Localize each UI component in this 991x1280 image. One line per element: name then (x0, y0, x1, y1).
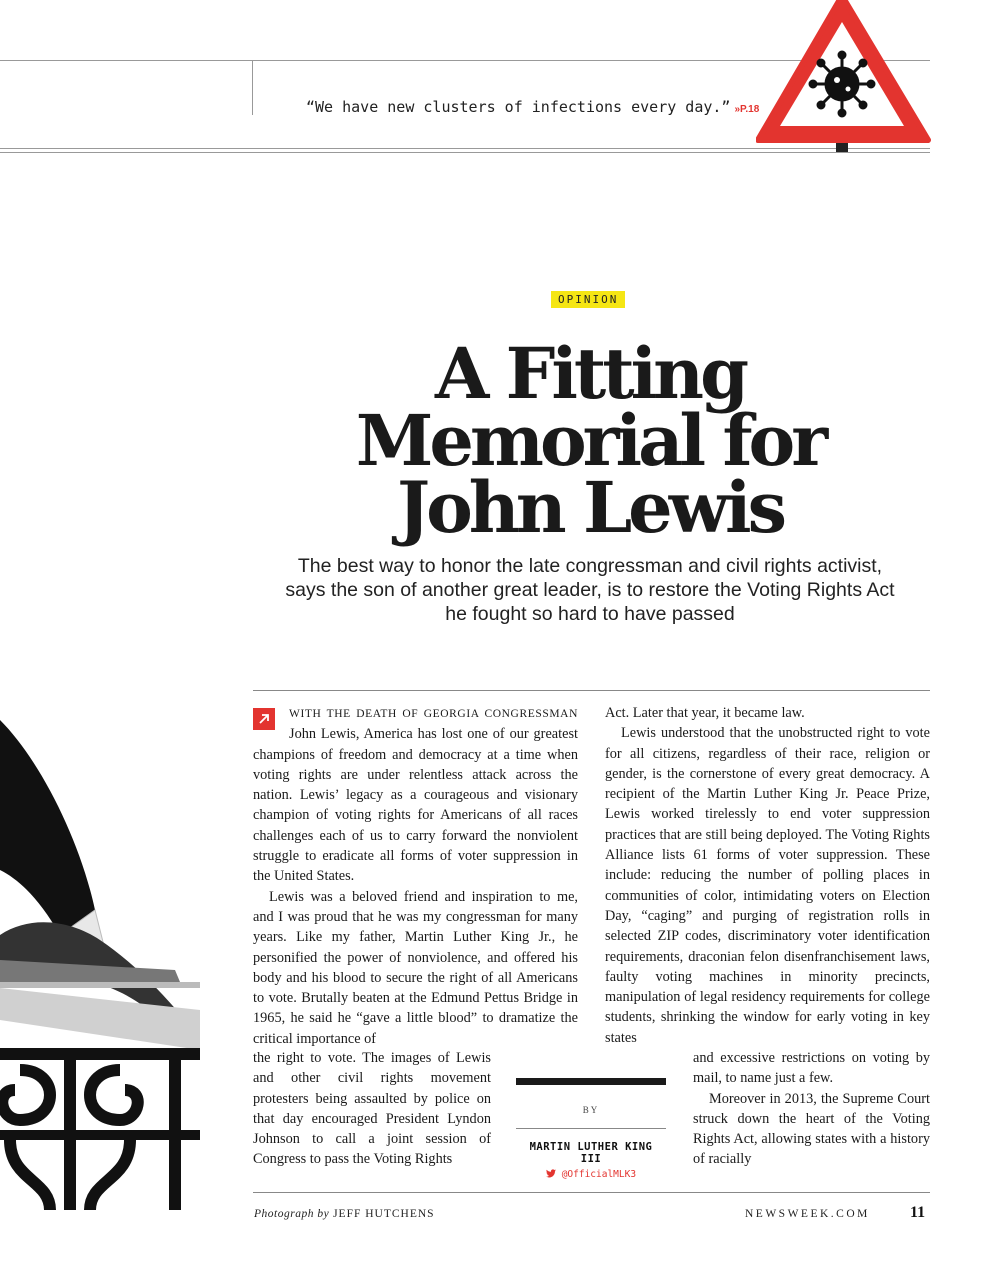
lead-in-caps: WITH THE DEATH OF GEORGIA CONGRESSMAN (289, 708, 578, 720)
paragraph: Moreover in 2013, the Supreme Court struck down the heart of the Voting Rights Act, allowing states with a history of racially (693, 1090, 930, 1168)
paragraph-text: John Lewis, America has lost one of our greatest champions of freedom and democracy at a time when voting rights are under relentless attack across the nation. Lewis’ legacy as a courageous and visionary champion of voting rights for Americans of all races challenges each of us to carry forward the nonviolent struggle to eradicate all forms of voter suppression in the United States. (253, 726, 578, 885)
teaser-pull-quote[interactable] (306, 98, 759, 116)
photo-credit-prefix: Photograph by (254, 1208, 330, 1220)
photo-credit (254, 1208, 435, 1220)
paragraph: Lewis was a beloved friend and inspiration to me, and I was proud that he was my congressman for many years. Like my father, Martin Luther King Jr., he personified the power of nonviolence, and offered his body and his blood to secure the right of all Americans to vote. Brutally beaten at the Edmund Pettus Bridge in 1965, he said he “gave a little blood” to dramatize the critical importance of (253, 888, 578, 1047)
article-dek: The best way to honor the late congressman and civil rights activist, says the son of another great leader, is to restore the Voting Rights Act he fought so hard to have passed (285, 555, 895, 625)
photo-hand-on-railing (0, 720, 200, 1210)
byline-bar (516, 1078, 666, 1085)
article-column-4 (693, 1048, 930, 1170)
body-top-rule (253, 690, 930, 691)
paragraph: and excessive restrictions on voting by mail, to name just a few. (693, 1050, 930, 1087)
headline-line-3: John Lewis (397, 466, 783, 549)
paragraph: Act. Later that year, it became law. (605, 705, 805, 721)
headline-line-2: Memorial for (355, 399, 825, 482)
section-kicker: OPINION (551, 291, 625, 308)
byline-divider (516, 1128, 666, 1129)
header-rule-divider (252, 60, 253, 115)
teaser-page-ref[interactable]: »P.18 (734, 104, 760, 115)
article-headline (300, 332, 880, 549)
header-rule-bottom-2 (0, 152, 930, 153)
article-column-2 (605, 703, 930, 1048)
byline-author: MARTIN LUTHER KING III (529, 1141, 653, 1165)
arrow-up-right-icon (253, 708, 275, 730)
byline-twitter-handle[interactable] (516, 1169, 666, 1180)
virus-warning-sign-icon (756, 0, 934, 152)
page-number: 11 (910, 1204, 926, 1221)
byline-by: BY (582, 1105, 600, 1115)
article-column-1 (253, 703, 578, 1049)
teaser-quote-text: “We have new clusters of infections every day.” (306, 98, 731, 116)
headline-line-1: A Fitting (434, 332, 746, 415)
twitter-bird-icon (546, 1169, 556, 1178)
article-column-3 (253, 1048, 491, 1170)
paragraph: Lewis understood that the unobstructed right to vote for all citizens, regardless of their race, religion or gender, is the cornerstone of every great democracy. A recipient of the Martin Luther King Jr. Peace Prize, Lewis worked tirelessly to end voter suppression practices that are still being deployed. The Voting Rights Alliance lists 61 forms of voter suppression. These include: reducing the number of polling places in communities of color, intimidating voters on Election Day, “caging” and purging of registration rolls in selected ZIP codes, discriminatory voter identification requirements, draconian felon disenfranchisement laws, faulty voting machines in minority precincts, manipulation of legal residency requirements for college students, shrinking the window for early voting in key states (605, 725, 930, 1046)
footer-rule (253, 1192, 930, 1193)
footer-site-link[interactable]: NEWSWEEK.COM (745, 1208, 870, 1220)
photo-credit-name: JEFF HUTCHENS (333, 1208, 435, 1220)
virus-icon (809, 51, 875, 117)
twitter-handle-text: @OfficialMLK3 (561, 1169, 637, 1180)
paragraph: the right to vote. The images of Lewis and other civil rights movement protesters being assaulted by police on that day encouraged President Lyndon Johnson to call a joint session of Congress to pass the Voting Rights (253, 1050, 491, 1168)
byline-box (516, 1078, 666, 1180)
